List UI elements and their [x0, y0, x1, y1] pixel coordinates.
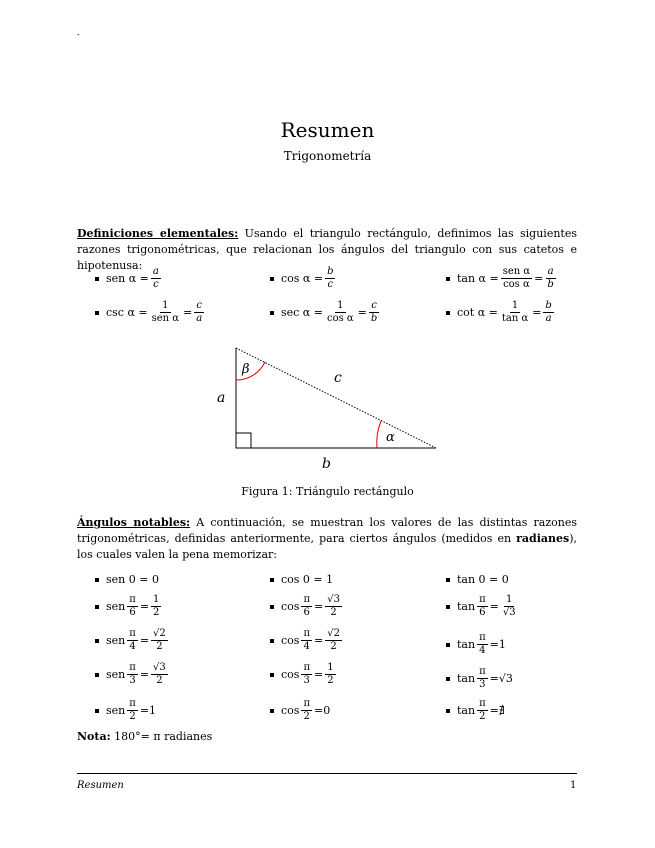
def-tan: tan α = $\frac{\text{sen α}}{\text{cos α}}$ = $\frac{a}{b}$ [446, 266, 558, 291]
beta-arc [236, 362, 265, 380]
page-number: 1 [570, 780, 577, 791]
note-text: 180°= π radianes [110, 730, 213, 743]
notables-heading: Ángulos notables: [77, 516, 191, 529]
figure-caption: Figura 1: Triángulo rectángulo [241, 485, 414, 498]
sen-pi-4: sen $\frac{\pi}{4}$ = $\frac{√2}{2}$ [95, 628, 170, 653]
tan-pi-3: tan $\frac{\pi}{3}$ = √3 [446, 666, 513, 691]
cos-pi-6: cos $\frac{\pi}{6}$ = $\frac{√3}{2}$ [270, 594, 344, 619]
cos-pi-4: cos $\frac{\pi}{4}$ = $\frac{√2}{2}$ [270, 628, 344, 653]
label-a: a [217, 390, 226, 406]
note-label: Nota: [77, 730, 111, 743]
right-triangle-figure [200, 340, 460, 475]
sen-pi-2: sen $\frac{\pi}{2}$ = 1 [95, 698, 156, 723]
page-subtitle: Trigonometría [283, 149, 372, 163]
footer-rule [77, 773, 577, 774]
def-sec: sec α = $\frac{1}{\text{cos α}}$ = $\frac{c}{b}$ [270, 300, 381, 325]
sen-0: sen 0 = 0 [95, 573, 159, 586]
label-b: b [322, 456, 331, 472]
def-csc: csc α = $\frac{1}{\text{sen α}}$ = $\frac{c}{a}$ [95, 300, 206, 325]
corner-mark: - [77, 30, 80, 39]
label-alpha: α [386, 430, 395, 445]
cos-pi-3: cos $\frac{\pi}{3}$ = $\frac{1}{2}$ [270, 662, 338, 687]
side-c [236, 348, 436, 448]
right-angle-mark [236, 433, 251, 448]
tan-pi-4: tan $\frac{\pi}{4}$ = 1 [446, 632, 506, 657]
def-cot: cot α = $\frac{1}{\text{tan α}}$ = $\frac{b}{a}$ [446, 300, 556, 325]
section-notables: Ángulos notables: A continuación, se muestran los valores de las distintas razones trigonométricas, definidas anteriormente, para ciertos ángulos (medidos en radianes), los cuales valen la pena memorizar: [77, 516, 577, 561]
alpha-arc [377, 421, 381, 448]
sen-pi-6: sen $\frac{\pi}{6}$ = $\frac{1}{2}$ [95, 594, 163, 619]
tan-pi-2: tan $\frac{\pi}{2}$ = ∄ [446, 698, 505, 723]
tan-pi-6: tan $\frac{\pi}{6}$ = $\frac{1}{√3}$ [446, 594, 520, 619]
radianes-bold: radianes [516, 532, 570, 545]
page-title: Resumen [280, 118, 375, 142]
label-beta: β [242, 362, 250, 377]
label-c: c [334, 370, 342, 386]
definitions-text: Usando el triangulo rectángulo, definimos las siguientes razones trigonométricas, que relacionan los ángulos del triangulo con sus catetos e hipotenusa: [77, 227, 577, 272]
cos-pi-2: cos $\frac{\pi}{2}$ = 0 [270, 698, 330, 723]
def-sen: sen α = $\frac{a}{c}$ [95, 266, 163, 291]
tan-0: tan 0 = 0 [446, 573, 509, 586]
def-cos: cos α = $\frac{b}{c}$ [270, 266, 337, 291]
definitions-heading: Definiciones elementales: [77, 227, 239, 240]
sen-pi-3: sen $\frac{\pi}{3}$ = $\frac{√3}{2}$ [95, 662, 170, 687]
cos-0: cos 0 = 1 [270, 573, 333, 586]
note [77, 730, 212, 743]
footer-title: Resumen [77, 780, 124, 791]
